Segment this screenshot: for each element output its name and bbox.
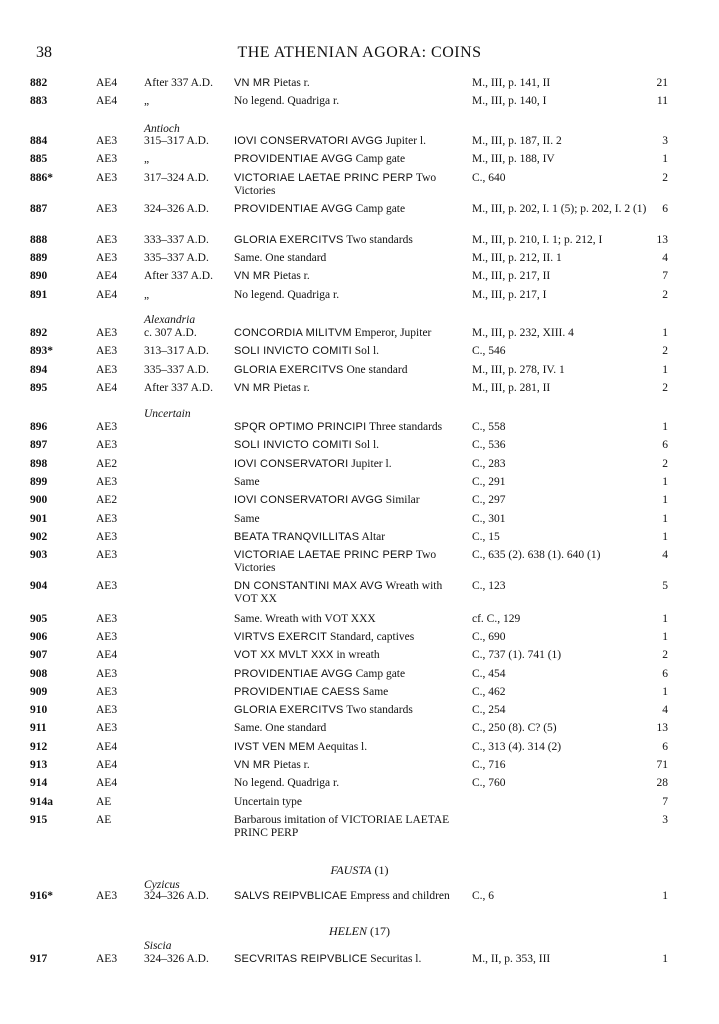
type-text: Same	[234, 513, 260, 525]
type-description	[234, 289, 466, 302]
denomination: AE2	[96, 494, 118, 506]
reference: C., 716	[472, 759, 506, 771]
catalogue-number: 915	[30, 814, 48, 826]
denomination: AE3	[96, 327, 118, 339]
catalogue-number: 900	[30, 494, 48, 506]
reference: M., III, p. 202, I. 1 (5); p. 202, I. 2 (1)	[472, 203, 647, 215]
reference: M., III, p. 188, IV	[472, 153, 555, 165]
specimen-count: 71	[656, 759, 668, 771]
type-text: Two standards	[343, 704, 413, 716]
denomination: AE3	[96, 668, 118, 680]
type-text: Pietas r.	[270, 270, 310, 282]
type-text: Altar	[359, 531, 386, 543]
coin-legend: IOVI CONSERVATORI AVGG	[234, 135, 383, 147]
denomination: AE3	[96, 153, 118, 165]
specimen-count: 6	[662, 203, 668, 215]
date-range: 324–326 A.D.	[144, 890, 209, 902]
date-range: After 337 A.D.	[144, 270, 213, 282]
mint-header-cyzicus: Cyzicus	[144, 879, 180, 891]
type-description	[234, 494, 466, 507]
date-range: 335–337 A.D.	[144, 252, 209, 264]
section-name: HELEN	[328, 924, 367, 938]
reference: cf. C., 129	[472, 613, 521, 625]
type-description	[234, 153, 466, 166]
catalogue-row	[0, 382, 719, 416]
type-description	[234, 777, 466, 790]
catalogue-number: 912	[30, 741, 48, 753]
type-description	[234, 613, 466, 626]
type-text: No legend. Quadriga r.	[234, 95, 340, 107]
type-text: Same. One standard	[234, 722, 327, 734]
catalogue-number: 901	[30, 513, 48, 525]
catalogue-number: 896	[30, 421, 48, 433]
catalogue-number: 904	[30, 580, 48, 592]
denomination: AE4	[96, 270, 118, 282]
specimen-count: 1	[662, 327, 668, 339]
type-description	[234, 513, 466, 526]
type-text: Camp gate	[352, 203, 406, 215]
type-text: in wreath	[333, 649, 380, 661]
type-description	[234, 327, 466, 340]
reference: C., 635 (2). 638 (1). 640 (1)	[472, 549, 601, 561]
specimen-count: 1	[662, 421, 668, 433]
denomination: AE3	[96, 252, 118, 264]
denomination: AE4	[96, 95, 118, 107]
specimen-count: 1	[662, 494, 668, 506]
denomination: AE3	[96, 513, 118, 525]
coin-legend: VOT XX MVLT XXX	[234, 649, 334, 661]
type-text: Barbarous imitation of VICTORIAE LAETAE PRINC PERP	[234, 814, 450, 839]
coin-legend: PROVIDENTIAE AVGG	[234, 153, 353, 165]
type-text: Emperor, Jupiter	[351, 327, 432, 339]
type-description	[234, 580, 466, 606]
catalogue-number: 888	[30, 234, 48, 246]
denomination: AE3	[96, 631, 118, 643]
coin-legend: GLORIA EXERCITVS	[234, 234, 344, 246]
type-description	[234, 364, 466, 377]
type-description	[234, 421, 466, 434]
running-head: THE ATHENIAN AGORA: COINS	[237, 44, 482, 61]
denomination: AE3	[96, 135, 118, 147]
type-text: Camp gate	[352, 668, 406, 680]
specimen-count: 2	[662, 172, 668, 184]
catalogue-number: 894	[30, 364, 48, 376]
coin-legend: IOVI CONSERVATORI	[234, 458, 349, 470]
denomination: AE3	[96, 234, 118, 246]
denomination: AE3	[96, 364, 118, 376]
coin-legend: VN MR	[234, 270, 271, 282]
reference: M., III, p. 187, II. 2	[472, 135, 562, 147]
catalogue-row	[0, 953, 719, 987]
type-description	[234, 252, 466, 265]
coin-legend: GLORIA EXERCITVS	[234, 364, 344, 376]
type-description	[234, 741, 466, 754]
specimen-count: 1	[662, 153, 668, 165]
catalogue-number: 911	[30, 722, 47, 734]
catalogue-number: 902	[30, 531, 48, 543]
type-text: Pietas r.	[270, 759, 310, 771]
type-description	[234, 668, 466, 681]
type-text: Same. Wreath with VOT XXX	[234, 613, 376, 625]
catalogue-row	[0, 203, 719, 237]
catalogue-number: 913	[30, 759, 48, 771]
catalogue-row	[0, 289, 719, 323]
type-description	[234, 270, 466, 283]
catalogue-number: 905	[30, 613, 48, 625]
type-text: Aequitas l.	[315, 741, 368, 753]
type-description	[234, 135, 466, 148]
type-text: Camp gate	[352, 153, 406, 165]
catalogue-number: 906	[30, 631, 48, 643]
date-range: 335–337 A.D.	[144, 364, 209, 376]
specimen-count: 6	[662, 741, 668, 753]
denomination: AE	[96, 814, 112, 826]
date-range: c. 307 A.D.	[144, 327, 197, 339]
catalogue-row	[0, 172, 719, 206]
catalogue-number: 886*	[30, 172, 53, 184]
mint-header-siscia: Siscia	[144, 940, 172, 952]
type-text: Securitas l.	[367, 953, 422, 965]
denomination: AE3	[96, 439, 118, 451]
type-text: Three standards	[366, 421, 443, 433]
reference: C., 297	[472, 494, 506, 506]
type-description	[234, 704, 466, 717]
specimen-count: 2	[662, 458, 668, 470]
specimen-count: 4	[662, 252, 668, 264]
specimen-count: 7	[662, 796, 668, 808]
specimen-count: 1	[662, 631, 668, 643]
date-range: 317–324 A.D.	[144, 172, 209, 184]
type-description	[234, 631, 466, 644]
specimen-count: 13	[656, 722, 668, 734]
reference: C., 558	[472, 421, 506, 433]
denomination: AE2	[96, 458, 118, 470]
reference: M., III, p. 281, II	[472, 382, 551, 394]
type-description	[234, 890, 466, 903]
coin-legend: VN MR	[234, 759, 271, 771]
reference: C., 454	[472, 668, 506, 680]
reference: C., 760	[472, 777, 506, 789]
date-range: 333–337 A.D.	[144, 234, 209, 246]
denomination: AE4	[96, 77, 118, 89]
type-text: Wreath with VOT XX	[234, 580, 443, 605]
reference: M., III, p. 140, I	[472, 95, 547, 107]
type-description	[234, 759, 466, 772]
mint-header-alexandria: Alexandria	[144, 314, 196, 326]
specimen-count: 5	[662, 580, 668, 592]
type-text: No legend. Quadriga r.	[234, 289, 340, 301]
reference: C., 640	[472, 172, 506, 184]
reference: C., 313 (4). 314 (2)	[472, 741, 562, 753]
date-range: 324–326 A.D.	[144, 953, 209, 965]
denomination: AE4	[96, 649, 118, 661]
type-description	[234, 649, 466, 662]
type-description	[234, 722, 466, 735]
specimen-count: 11	[656, 95, 668, 107]
reference: M., III, p. 141, II	[472, 77, 551, 89]
denomination: AE3	[96, 722, 118, 734]
denomination: AE3	[96, 421, 118, 433]
catalogue-number: 895	[30, 382, 48, 394]
catalogue-number: 887	[30, 203, 48, 215]
type-text: Same. One standard	[234, 252, 327, 264]
catalogue-row	[0, 890, 719, 924]
specimen-count: 6	[662, 668, 668, 680]
type-text: Sol l.	[351, 345, 380, 357]
type-description	[234, 203, 466, 216]
specimen-count: 1	[662, 513, 668, 525]
reference: M., III, p. 278, IV. 1	[472, 364, 565, 376]
type-description	[234, 531, 466, 544]
denomination: AE3	[96, 613, 118, 625]
section-count: (1)	[374, 863, 389, 877]
reference: M., III, p. 217, II	[472, 270, 551, 282]
coin-legend: GLORIA EXERCITVS	[234, 704, 344, 716]
reference: C., 546	[472, 345, 506, 357]
type-description	[234, 439, 466, 452]
reference: C., 536	[472, 439, 506, 451]
reference: C., 690	[472, 631, 506, 643]
specimen-count: 1	[662, 531, 668, 543]
coin-legend: CONCORDIA MILITVM	[234, 327, 352, 339]
coin-legend: VIRTVS EXERCIT	[234, 631, 328, 643]
catalogue-row	[0, 95, 719, 129]
reference: M., III, p. 212, II. 1	[472, 252, 562, 264]
specimen-count: 21	[656, 77, 668, 89]
mint-header-uncertain: Uncertain	[144, 408, 191, 420]
catalogue-number: 903	[30, 549, 48, 561]
coin-legend: VICTORIAE LAETAE PRINC PERP	[234, 172, 414, 184]
specimen-count: 1	[662, 613, 668, 625]
type-text: One standard	[343, 364, 408, 376]
catalogue-number: 909	[30, 686, 48, 698]
denomination: AE3	[96, 172, 118, 184]
specimen-count: 7	[662, 270, 668, 282]
specimen-count: 1	[662, 476, 668, 488]
catalogue-number: 883	[30, 95, 48, 107]
type-description	[234, 77, 466, 90]
denomination: AE4	[96, 759, 118, 771]
reference: M., III, p. 217, I	[472, 289, 547, 301]
denomination: AE3	[96, 531, 118, 543]
type-text: Jupiter l.	[348, 458, 392, 470]
catalogue-number: 884	[30, 135, 48, 147]
specimen-count: 3	[662, 135, 668, 147]
denomination: AE3	[96, 953, 118, 965]
catalogue-number: 882	[30, 77, 48, 89]
type-description	[234, 95, 466, 108]
catalogue-number: 899	[30, 476, 48, 488]
type-description	[234, 953, 466, 966]
specimen-count: 2	[662, 289, 668, 301]
section-heading-helen	[0, 924, 719, 939]
type-text: Jupiter l.	[382, 135, 426, 147]
coin-legend: VICTORIAE LAETAE PRINC PERP	[234, 549, 414, 561]
denomination: AE3	[96, 704, 118, 716]
date-range: After 337 A.D.	[144, 77, 213, 89]
denomination: AE4	[96, 777, 118, 789]
coin-legend: VN MR	[234, 382, 271, 394]
date-range: 313–317 A.D.	[144, 345, 209, 357]
date-range: „	[144, 153, 150, 165]
coin-legend: SOLI INVICTO COMITI	[234, 439, 352, 451]
specimen-count: 3	[662, 814, 668, 826]
denomination: AE4	[96, 741, 118, 753]
type-text: Standard, captives	[327, 631, 415, 643]
specimen-count: 13	[656, 234, 668, 246]
mint-header-antioch: Antioch	[144, 123, 180, 135]
denomination: AE3	[96, 580, 118, 592]
type-text: Sol l.	[351, 439, 380, 451]
catalogue-number: 914	[30, 777, 48, 789]
type-text: Pietas r.	[270, 382, 310, 394]
denomination: AE	[96, 796, 112, 808]
catalogue-number: 914a	[30, 796, 53, 808]
catalogue-number: 892	[30, 327, 48, 339]
catalogue-number: 885	[30, 153, 48, 165]
type-text: Pietas r.	[270, 77, 310, 89]
coin-legend: BEATA TRANQVILLITAS	[234, 531, 360, 543]
section-name: FAUSTA	[330, 863, 372, 877]
catalogue-number: 917	[30, 953, 48, 965]
coin-legend: SECVRITAS REIPVBLICE	[234, 953, 368, 965]
type-text: Uncertain type	[234, 796, 303, 808]
type-text: Empress and children	[347, 890, 450, 902]
catalogue-number: 907	[30, 649, 48, 661]
coin-legend: SALVS REIPVBLICAE	[234, 890, 348, 902]
denomination: AE3	[96, 890, 118, 902]
reference: M., III, p. 232, XIII. 4	[472, 327, 574, 339]
specimen-count: 2	[662, 649, 668, 661]
catalogue-row	[0, 580, 719, 614]
coin-legend: IOVI CONSERVATORI AVGG	[234, 494, 383, 506]
type-description	[234, 814, 466, 840]
coin-legend: DN CONSTANTINI MAX AVG	[234, 580, 383, 592]
catalogue-number: 908	[30, 668, 48, 680]
type-description	[234, 476, 466, 489]
specimen-count: 4	[662, 549, 668, 561]
type-description	[234, 549, 466, 575]
section-count: (17)	[370, 924, 390, 938]
specimen-count: 4	[662, 704, 668, 716]
type-text: Same	[359, 686, 389, 698]
type-description	[234, 458, 466, 471]
reference: C., 291	[472, 476, 506, 488]
catalogue-number: 893*	[30, 345, 53, 357]
catalogue-row	[0, 814, 719, 848]
specimen-count: 2	[662, 345, 668, 357]
reference: C., 737 (1). 741 (1)	[472, 649, 562, 661]
type-description	[234, 345, 466, 358]
reference: C., 462	[472, 686, 506, 698]
reference: C., 254	[472, 704, 506, 716]
denomination: AE4	[96, 289, 118, 301]
type-text: No legend. Quadriga r.	[234, 777, 340, 789]
denomination: AE3	[96, 476, 118, 488]
coin-legend: SPQR OPTIMO PRINCIPI	[234, 421, 367, 433]
specimen-count: 1	[662, 890, 668, 902]
reference: C., 250 (8). C? (5)	[472, 722, 557, 734]
coin-legend: PROVIDENTIAE CAESS	[234, 686, 360, 698]
denomination: AE3	[96, 686, 118, 698]
catalogue-number: 890	[30, 270, 48, 282]
type-text: Two standards	[343, 234, 413, 246]
reference: C., 301	[472, 513, 506, 525]
coin-legend: SOLI INVICTO COMITI	[234, 345, 352, 357]
reference: C., 15	[472, 531, 500, 543]
denomination: AE3	[96, 549, 118, 561]
reference: C., 283	[472, 458, 506, 470]
coin-legend: VN MR	[234, 77, 271, 89]
type-text: Similar	[382, 494, 420, 506]
specimen-count: 6	[662, 439, 668, 451]
denomination: AE3	[96, 345, 118, 357]
specimen-count: 28	[656, 777, 668, 789]
type-description	[234, 234, 466, 247]
catalogue-number: 889	[30, 252, 48, 264]
date-range: After 337 A.D.	[144, 382, 213, 394]
reference: C., 123	[472, 580, 506, 592]
type-text: Two Victories	[234, 549, 437, 574]
specimen-count: 1	[662, 686, 668, 698]
type-text: Same	[234, 476, 260, 488]
date-range: 324–326 A.D.	[144, 203, 209, 215]
specimen-count: 1	[662, 953, 668, 965]
specimen-count: 1	[662, 364, 668, 376]
catalogue-number: 891	[30, 289, 48, 301]
catalogue-number: 897	[30, 439, 48, 451]
denomination: AE3	[96, 203, 118, 215]
denomination: AE4	[96, 382, 118, 394]
reference: M., II, p. 353, III	[472, 953, 551, 965]
type-description	[234, 382, 466, 395]
date-range: 315–317 A.D.	[144, 135, 209, 147]
section-heading-fausta	[0, 863, 719, 878]
type-description	[234, 172, 466, 198]
type-text: Two Victories	[234, 172, 437, 197]
catalogue-number: 898	[30, 458, 48, 470]
coin-legend: PROVIDENTIAE AVGG	[234, 668, 353, 680]
coin-legend: IVST VEN MEM	[234, 741, 316, 753]
catalogue-row	[0, 549, 719, 583]
date-range: „	[144, 289, 150, 301]
type-description	[234, 686, 466, 699]
catalogue-number: 916*	[30, 890, 53, 902]
specimen-count: 2	[662, 382, 668, 394]
reference: C., 6	[472, 890, 495, 902]
type-description	[234, 796, 466, 809]
reference: M., III, p. 210, I. 1; p. 212, I	[472, 234, 603, 246]
date-range: „	[144, 95, 150, 107]
page-number: 38	[36, 44, 52, 61]
catalogue-number: 910	[30, 704, 48, 716]
coin-legend: PROVIDENTIAE AVGG	[234, 203, 353, 215]
